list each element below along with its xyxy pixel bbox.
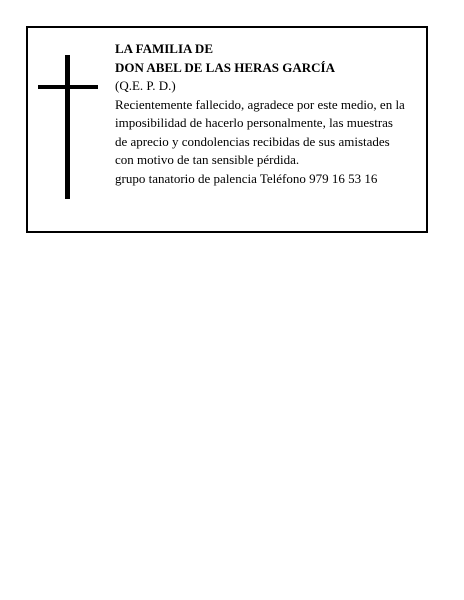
cross-vertical-bar xyxy=(65,55,70,199)
notice-contact: grupo tanatorio de palencia Teléfono 979 16 53 16 xyxy=(115,170,378,186)
notice-body-line: Recientemente fallecido, agradece por este medio, en la xyxy=(115,96,405,112)
notice-body-line: imposibilidad de hacerlo personalmente, las muestras xyxy=(115,115,393,130)
notice-body-line: de aprecio y condolencias recibidas de sus amistades xyxy=(115,133,390,149)
notice-heading-family: LA FAMILIA DE xyxy=(115,41,213,56)
cross-horizontal-bar xyxy=(38,85,98,89)
notice-qepd: (Q.E. P. D.) xyxy=(115,78,176,93)
notice-text xyxy=(115,40,423,188)
cross-icon xyxy=(38,55,98,199)
notice-heading-name: DON ABEL DE LAS HERAS GARCÍA xyxy=(115,59,335,75)
obituary-notice xyxy=(26,26,428,233)
notice-body-line: con motivo de tan sensible pérdida. xyxy=(115,152,300,167)
